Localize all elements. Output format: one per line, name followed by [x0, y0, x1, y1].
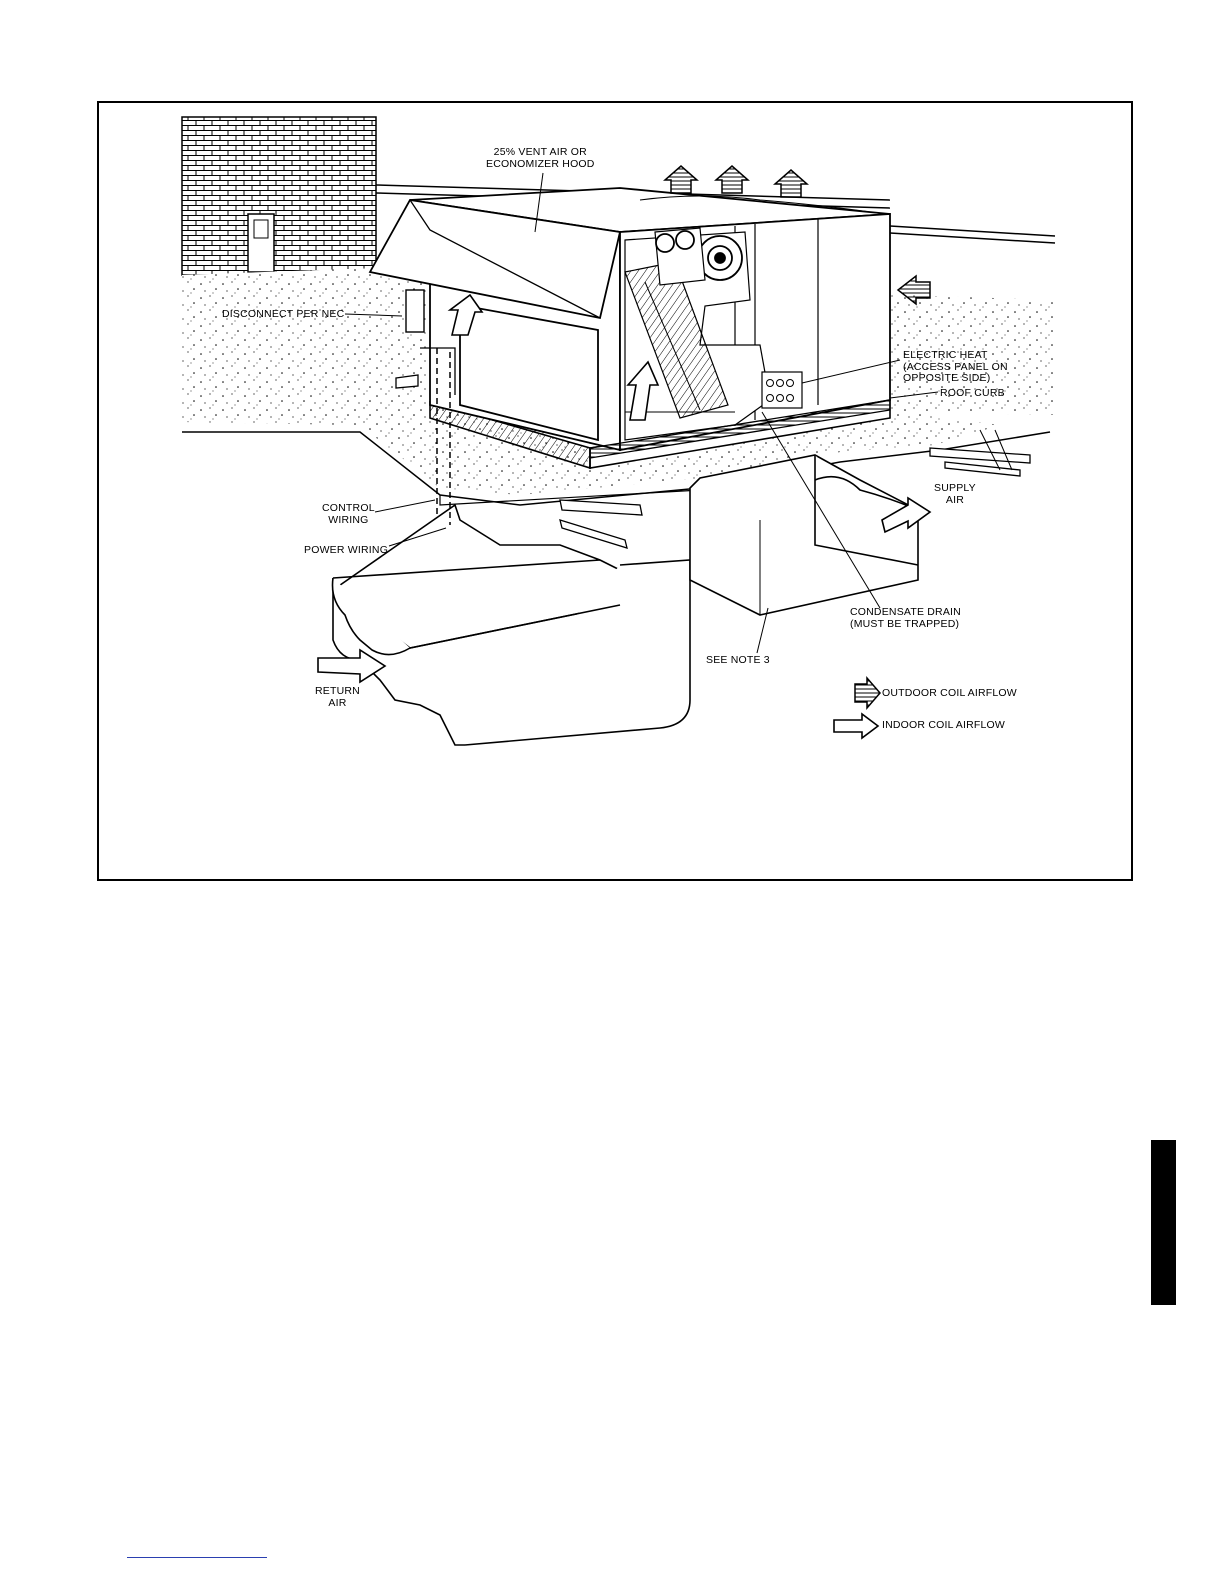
label-return-air: RETURN AIR: [315, 685, 360, 709]
door-window: [254, 220, 268, 238]
label-roof-curb: ROOF CURB: [940, 387, 1005, 399]
label-power-wiring: POWER WIRING: [304, 544, 389, 556]
legend-outdoor-label: OUTDOOR COIL AIRFLOW: [882, 687, 1017, 699]
label-vent-hood: 25% VENT AIR OR ECONOMIZER HOOD: [486, 146, 595, 170]
label-electric-heat: ELECTRIC HEAT (ACCESS PANEL ON OPPOSITE SIDE): [903, 349, 1008, 384]
footer-rule: [127, 1557, 267, 1558]
return-air-duct: [333, 505, 691, 745]
legend-indoor-arrow-icon: [834, 714, 878, 738]
disconnect-box: [406, 290, 424, 332]
label-control-wiring: CONTROL WIRING: [322, 502, 375, 526]
label-supply-air: SUPPLY AIR: [934, 482, 976, 506]
label-condensate-drain: CONDENSATE DRAIN (MUST BE TRAPPED): [850, 606, 961, 630]
electric-heater: [762, 372, 802, 408]
legend-outdoor-arrow-icon: [855, 678, 880, 708]
label-disconnect: DISCONNECT PER NEC: [222, 308, 345, 320]
legend-indoor-label: INDOOR COIL AIRFLOW: [882, 719, 1006, 731]
section-edge-tab: [1151, 1140, 1176, 1305]
label-see-note: SEE NOTE 3: [706, 654, 770, 666]
brick-wall: [182, 117, 376, 275]
supply-air-duct: [690, 455, 918, 615]
